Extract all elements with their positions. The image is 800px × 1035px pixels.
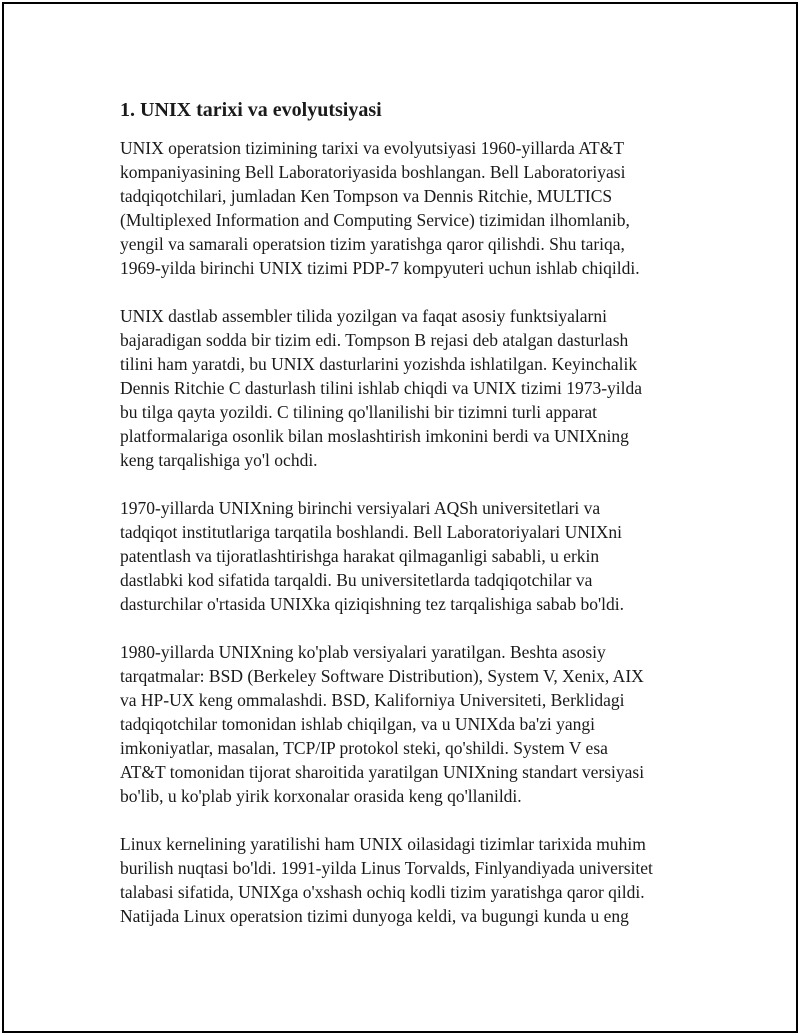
paragraph-line: dasturchilar o'rtasida UNIXka qiziqishning tez tarqalishiga sabab bo'ldi. (120, 594, 624, 614)
paragraph-line: tilini ham yaratdi, bu UNIX dasturlarini yozishda ishlatilgan. Keyinchalik (120, 354, 638, 374)
paragraph-line: Dennis Ritchie C dasturlash tilini ishlab chiqdi va UNIX tizimi 1973-yilda (120, 378, 643, 398)
paragraph-line: UNIX dastlab assembler tilida yozilgan va faqat asosiy funktsiyalarni (120, 306, 607, 326)
paragraph-line: (Multiplexed Information and Computing Service) tizimidan ilhomlanib, (120, 210, 630, 230)
paragraph (120, 832, 692, 928)
paragraph (120, 496, 692, 616)
paragraph-line: AT&T tomonidan tijorat sharoitida yaratilgan UNIXning standart versiyasi (120, 762, 645, 782)
paragraph-line: 1969-yilda birinchi UNIX tizimi PDP-7 kompyuteri uchun ishlab chiqildi. (120, 258, 640, 278)
paragraph-line: tadqiqotchilari, jumladan Ken Tompson va Dennis Ritchie, MULTICS (120, 186, 613, 206)
paragraph-line: Linux kernelining yaratilishi ham UNIX oilasidagi tizimlar tarixida muhim (120, 834, 646, 854)
paragraph-line: tadqiqot institutlariga tarqatila boshlandi. Bell Laboratoriyalari UNIXni (120, 522, 623, 542)
paragraph-line: Natijada Linux operatsion tizimi dunyoga keldi, va bugungi kunda u eng (120, 906, 629, 926)
paragraph-line: tarqatmalar: BSD (Berkeley Software Distribution), System V, Xenix, AIX (120, 666, 644, 686)
document-page (2, 2, 798, 1033)
paragraph (120, 640, 692, 808)
paragraph-line: bo'lib, u ko'plab yirik korxonalar orasida keng qo'llanildi. (120, 786, 522, 806)
paragraph-line: platformalariga osonlik bilan moslashtirish imkonini berdi va UNIXning (120, 426, 629, 446)
paragraph-line: talabasi sifatida, UNIXga o'xshash ochiq kodli tizim yaratishga qaror qildi. (120, 882, 645, 902)
paragraph (120, 136, 692, 280)
paragraph-line: kompaniyasining Bell Laboratoriyasida boshlangan. Bell Laboratoriyasi (120, 162, 626, 182)
paragraph-line: yengil va samarali operatsion tizim yaratishga qaror qilishdi. Shu tariqa, (120, 234, 625, 254)
paragraph-line: tadqiqotchilar tomonidan ishlab chiqilgan, va u UNIXda ba'zi yangi (120, 714, 596, 734)
paragraph-line: bajaradigan sodda bir tizim edi. Tompson B rejasi deb atalgan dasturlash (120, 330, 629, 350)
paragraph-line: va HP-UX keng ommalashdi. BSD, Kaliforniya Universiteti, Berklidagi (120, 690, 625, 710)
paragraph-line: burilish nuqtasi bo'ldi. 1991-yilda Linus Torvalds, Finlyandiyada universitet (120, 858, 653, 878)
paragraph-line: 1970-yillarda UNIXning birinchi versiyalari AQSh universitetlari va (120, 498, 601, 518)
paragraph-line: imkoniyatlar, masalan, TCP/IP protokol steki, qo'shildi. System V esa (120, 738, 608, 758)
paragraph-line: dastlabki kod sifatida tarqaldi. Bu universitetlarda tadqiqotchilar va (120, 570, 593, 590)
paragraph-line: keng tarqalishiga yo'l ochdi. (120, 450, 318, 470)
section-heading: 1. UNIX tarixi va evolyutsiyasi (120, 99, 382, 121)
paragraph (120, 304, 692, 472)
paragraph-line: bu tilga qayta yozildi. C tilining qo'llanilishi bir tizimni turli apparat (120, 402, 598, 422)
document-content (120, 96, 692, 952)
paragraph-line: 1980-yillarda UNIXning ko'plab versiyalari yaratilgan. Beshta asosiy (120, 642, 606, 662)
paragraph-line: UNIX operatsion tizimining tarixi va evolyutsiyasi 1960-yillarda AT&T (120, 138, 625, 158)
paragraph-line: patentlash va tijoratlashtirishga harakat qilmaganligi sababli, u erkin (120, 546, 600, 566)
